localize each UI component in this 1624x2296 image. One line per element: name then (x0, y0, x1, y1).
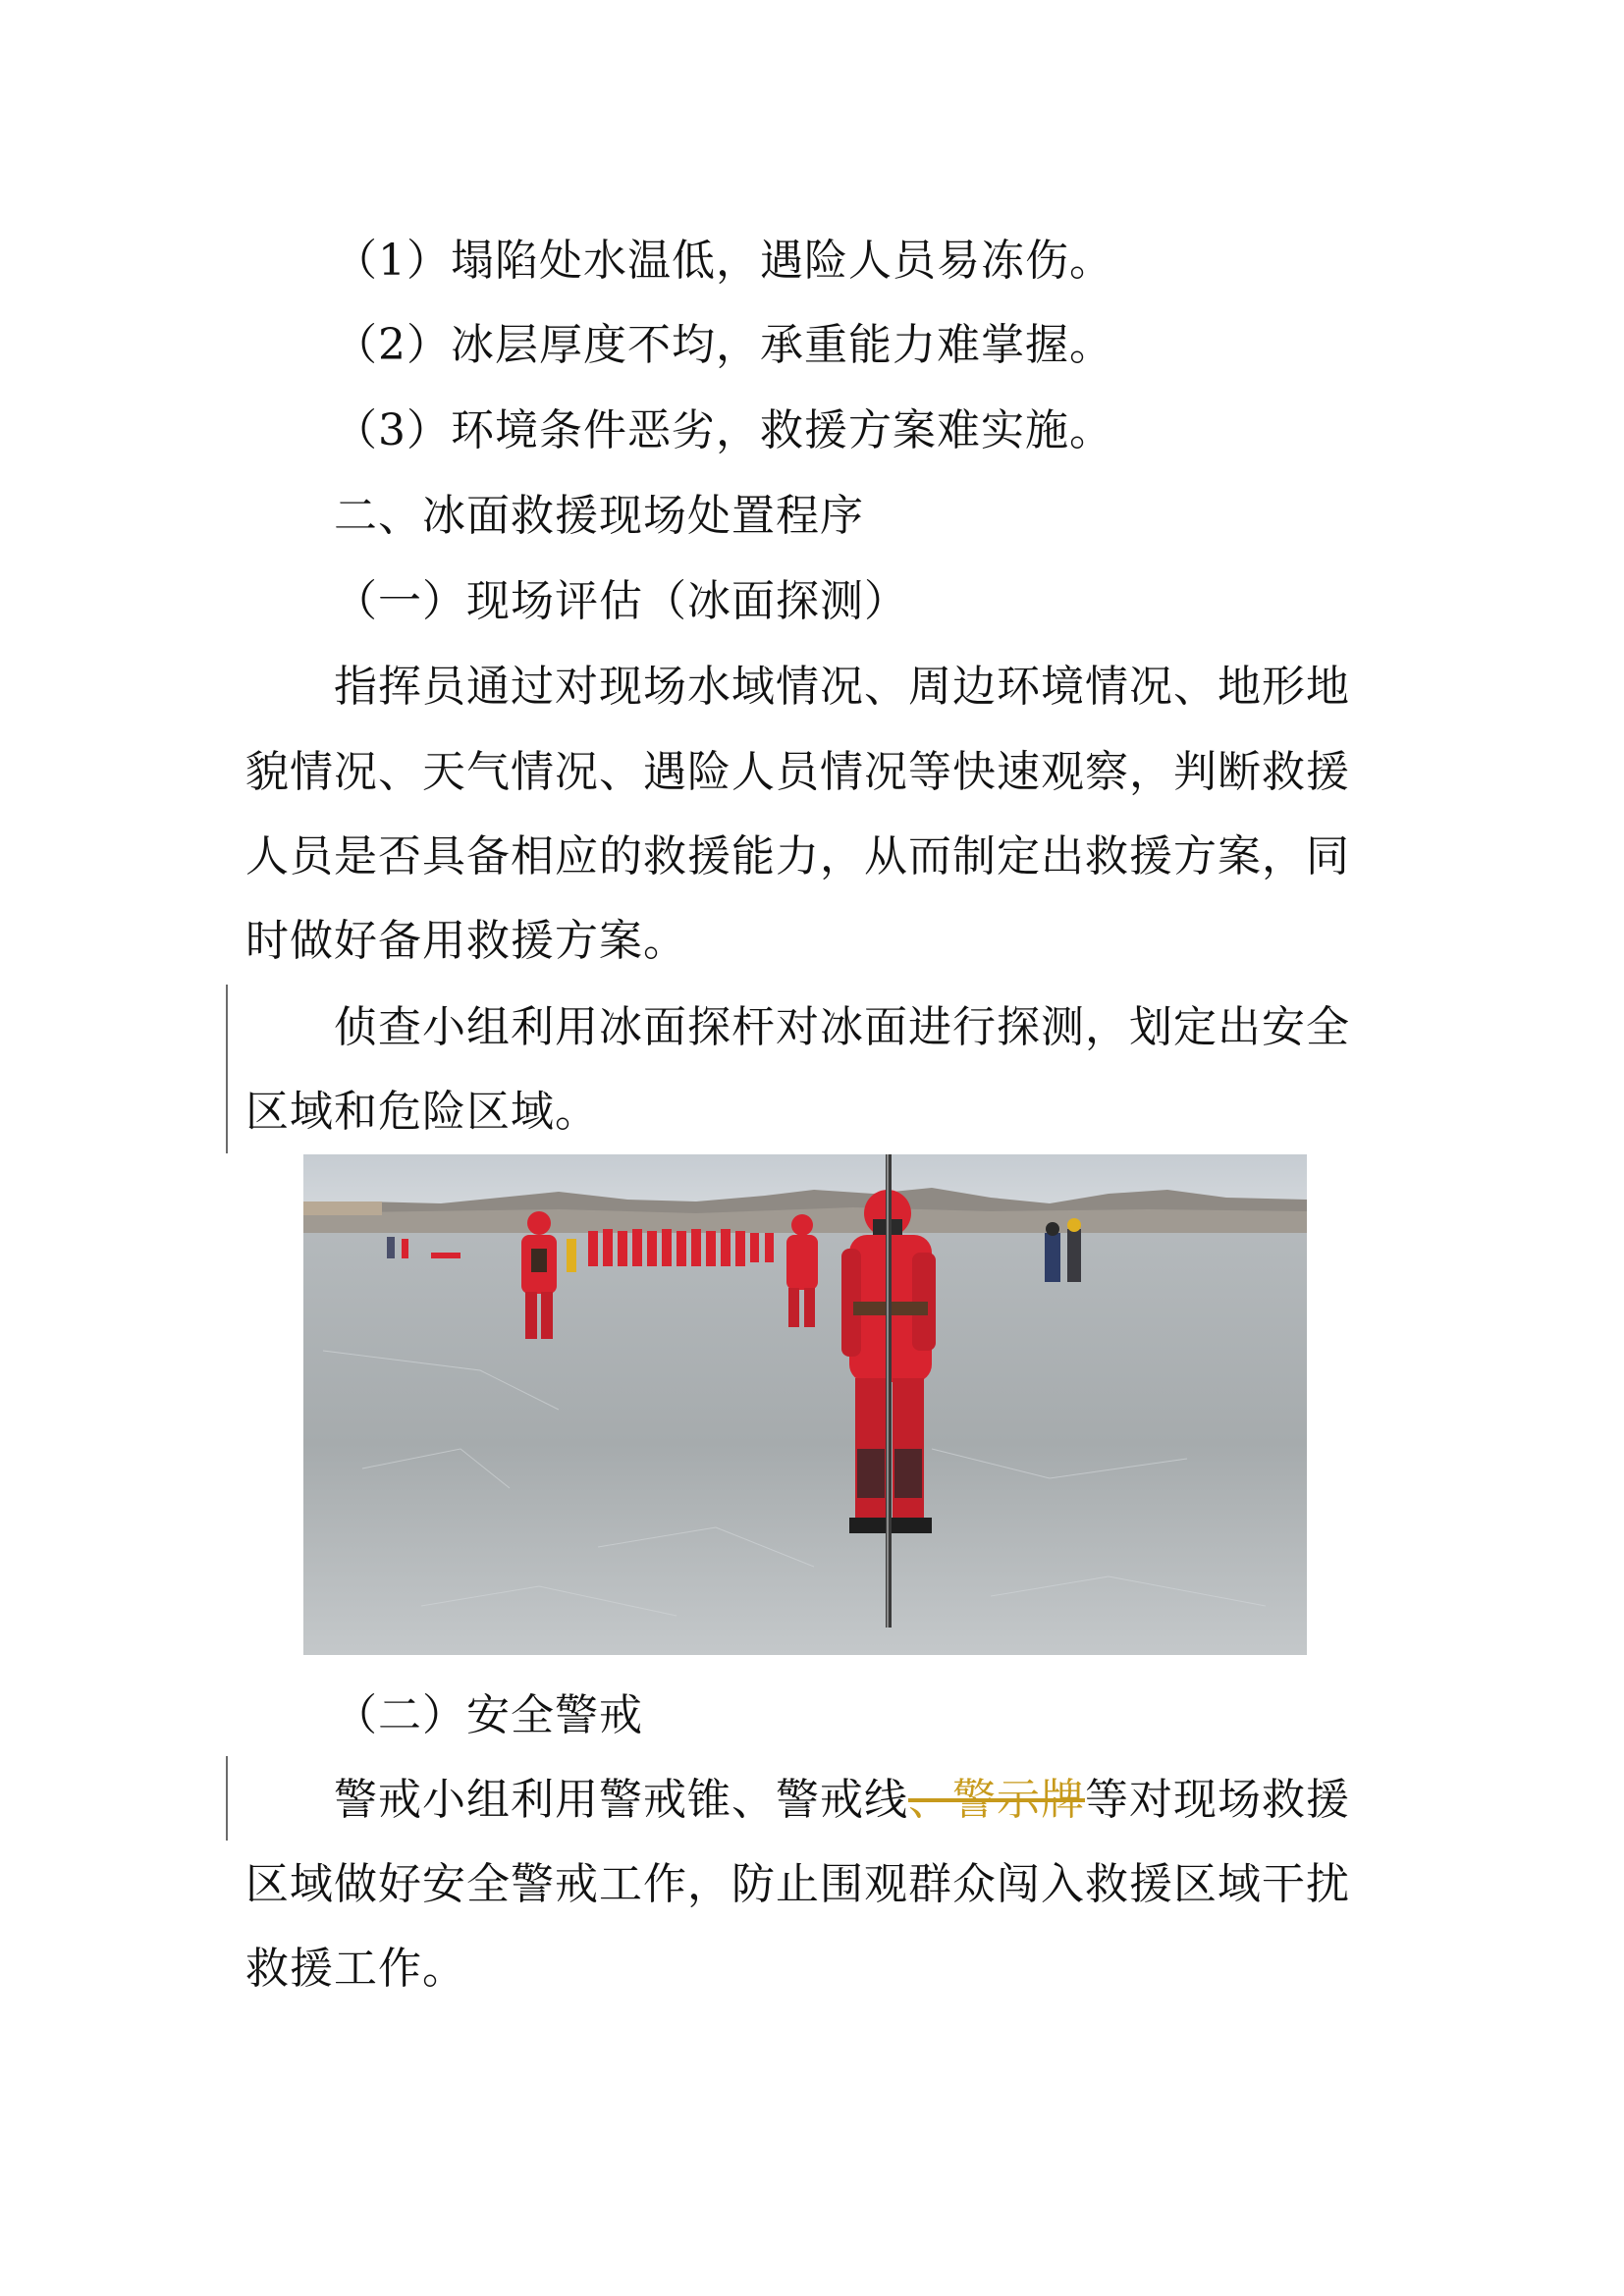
list-item-number: （3） (334, 405, 451, 455)
paragraph-3-line-2: 区域做好安全警戒工作，防止围观群众闯入救援区域干扰 (245, 1859, 1350, 1909)
list-item-number: （1） (334, 236, 451, 286)
paragraph-2-line-1: 侦查小组利用冰面探杆对冰面进行探测，划定出安全 (334, 1002, 1350, 1052)
subsection-heading-2: （二）安全警戒 (334, 1690, 643, 1740)
list-item-1 (334, 232, 1483, 291)
paragraph-3-text-after: 等对现场救援 (1085, 1775, 1350, 1825)
paragraph-1-line-3: 人员是否具备相应的救援能力，从而制定出救援方案，同 (245, 831, 1350, 881)
subsection-heading-1: （一）现场评估（冰面探测） (334, 576, 908, 626)
list-item-text: 塌陷处水温低，遇险人员易冻伤。 (451, 236, 1113, 286)
ice-rescue-photo (303, 1154, 1307, 1655)
paragraph-3-text-before: 警戒小组利用警戒锥、警戒线 (334, 1775, 908, 1825)
paragraph-1-line-1: 指挥员通过对现场水域情况、周边环境情况、地形地 (334, 662, 1350, 712)
list-item-2 (334, 316, 1483, 375)
list-item-number: （2） (334, 320, 451, 370)
list-item-text: 环境条件恶劣，救援方案难实施。 (451, 405, 1113, 455)
revision-change-bar (226, 985, 228, 1153)
list-item-3 (334, 401, 1483, 460)
paragraph-1-line-2: 貌情况、天气情况、遇险人员情况等快速观察，判断救援 (245, 747, 1350, 797)
paragraph-3-line-3: 救援工作。 (245, 1944, 466, 1994)
paragraph-2-line-2: 区域和危险区域。 (245, 1087, 599, 1137)
section-heading: 二、冰面救援现场处置程序 (334, 491, 864, 541)
list-item-text: 冰层厚度不均，承重能力难掌握。 (451, 320, 1113, 370)
revision-change-bar (226, 1756, 228, 1841)
paragraph-1-line-4: 时做好备用救援方案。 (245, 916, 687, 966)
deleted-revision-text: 、警示牌 (908, 1775, 1085, 1825)
paragraph-3-line-1 (334, 1771, 1483, 1830)
